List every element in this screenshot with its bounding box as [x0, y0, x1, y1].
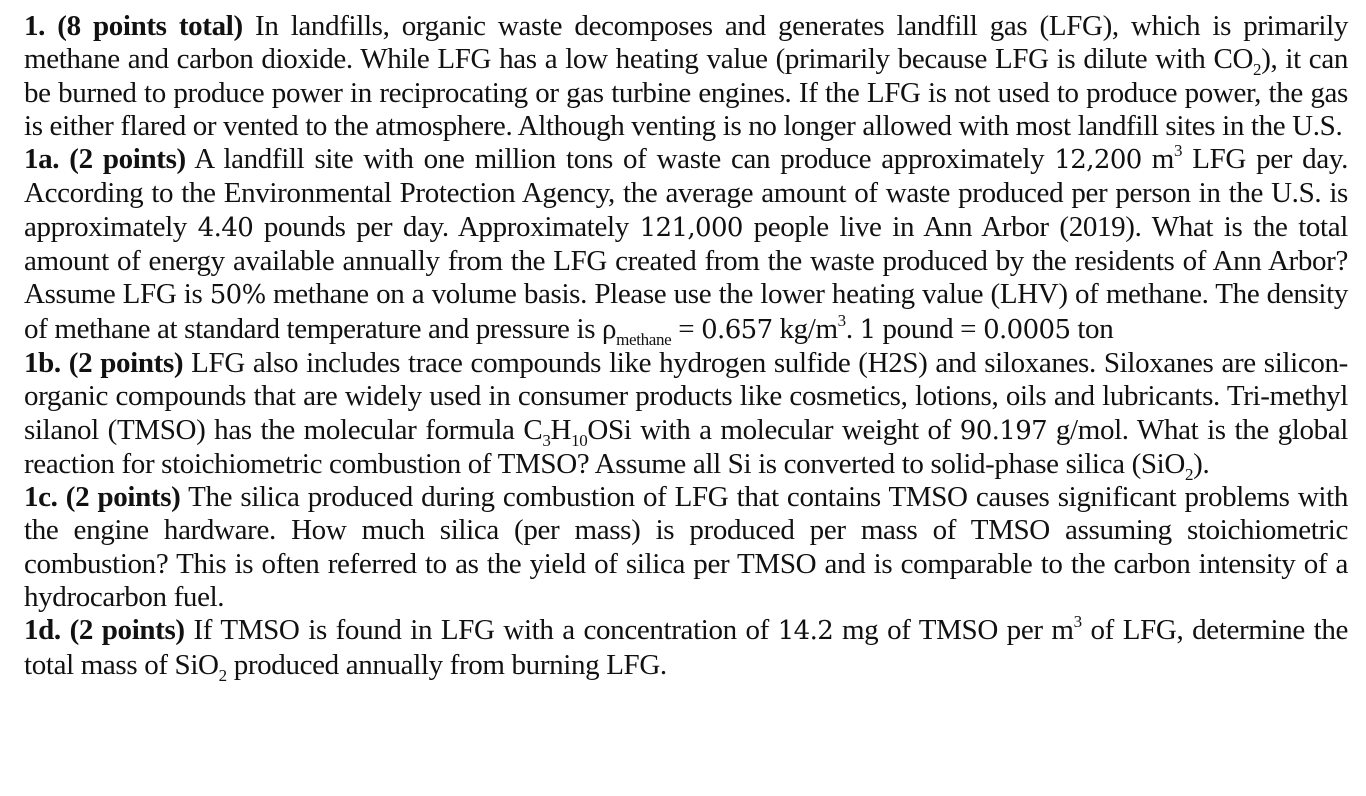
question-1a [24, 143, 1348, 347]
cubic-superscript: 3 [1174, 141, 1183, 161]
question-1b-text: LFG also includes trace compounds like hydrogen sulfide (H2S) and siloxanes. Siloxanes are silicon-organic compounds that are widely used in consumer products like cosmetics, lotions, oils and lubricants. Tri-methyl silanol (TMSO) has the molecular formula C [24, 346, 1348, 446]
question-1a-text: ton [1070, 312, 1114, 345]
question-1c [24, 481, 1348, 614]
waste-per-person-value: 4.40 [197, 212, 254, 243]
question-1d-text: produced annually from burning LFG. [226, 648, 667, 681]
carbon-subscript: 3 [542, 430, 551, 450]
question-1-heading: 1. (8 points total) [24, 10, 243, 42]
question-1a-text: A landfill site with one million tons of waste can produce approximately [185, 143, 1055, 176]
question-1c-text: The silica produced during combustion of LFG that contains TMSO causes significant problems with the engine hardware. How much silica (per mass) is produced per mass of TMSO assuming stoichiometric combustion? This is often referred to as the yield of silica per TMSO and is comparable to the carbon intensity of a hydrocarbon fuel. [24, 481, 1348, 614]
density-value: 0.657 [701, 314, 773, 345]
question-1a-text: m [1141, 143, 1175, 176]
question-1b-text: ). [1193, 447, 1210, 480]
question-1 [24, 10, 1348, 143]
ton-value: 0.0005 [983, 314, 1071, 345]
question-1d-text: mg of TMSO per m [833, 614, 1074, 647]
question-1b-heading: 1b. (2 points) [24, 346, 184, 379]
question-1a-text: methane on a volume basis. Please use the lower heating value (LHV) of methane. The density of methane at standard temperature and pressure is ρ [24, 278, 1348, 345]
question-1b-text: OSi with a molecular weight of [587, 413, 960, 446]
methane-percent-value: 50% [209, 280, 266, 311]
question-1d-text: If TMSO is found in LFG with a concentration of [184, 614, 778, 647]
question-1d-heading: 1d. (2 points) [24, 614, 185, 647]
question-1-text: In landfills, organic waste decomposes and generates landfill gas (LFG), which is primarily methane and carbon dioxide. While LFG has a low heating value (primarily because LFG is dilute with CO [24, 10, 1348, 76]
co2-subscript: 2 [1253, 60, 1262, 80]
question-1b-text: H [550, 413, 572, 446]
question-1b [24, 346, 1348, 484]
question-1d-text: of LFG, determine the total mass of SiO [24, 614, 1349, 681]
pound-value: 1 [859, 314, 876, 345]
cubic-superscript: 3 [837, 310, 846, 330]
question-1a-text: kg/m [772, 312, 838, 345]
question-1a-text: people live in Ann Arbor (2019). What is the total amount of energy available annually from the LFG created from the waste produced by the residents of Ann Arbor? Assume LFG is [24, 210, 1348, 311]
question-1c-heading: 1c. (2 points) [24, 481, 181, 514]
lfg-rate-value: 12,200 [1054, 145, 1142, 176]
cubic-superscript: 3 [1073, 612, 1082, 632]
question-1a-text: LFG per day. According to the Environmental Protection Agency, the average amount of waste produced per person in the U.S. is approximately [24, 143, 1349, 243]
question-1a-text: = [671, 312, 702, 345]
sio2-subscript: 2 [1184, 464, 1194, 484]
rho-subscript: methane [616, 329, 672, 349]
question-1a-text: . [845, 312, 860, 345]
question-1a-text: pound = [875, 312, 984, 345]
sio2-subscript: 2 [218, 665, 227, 685]
population-value: 121,000 [639, 212, 743, 243]
question-1-text: ), it can be burned to produce power in reciprocating or gas turbine engines. If the LFG is not used to produce power, the gas is either flared or vented to the atmosphere. Although venting is no longer allowed with most landfill sites in the U.S. [24, 43, 1348, 142]
question-1d [24, 612, 1349, 685]
question-1a-heading: 1a. (2 points) [24, 143, 186, 176]
concentration-value: 14.2 [777, 616, 834, 647]
molecular-weight-value: 90.197 [959, 415, 1048, 446]
hydrogen-subscript: 10 [571, 430, 588, 450]
question-1b-text: g/mol. What is the global reaction for stoichiometric combustion of TMSO? Assume all Si is converted to solid-phase silica (SiO [24, 413, 1348, 480]
question-1a-text: pounds per day. Approximately [253, 210, 640, 243]
